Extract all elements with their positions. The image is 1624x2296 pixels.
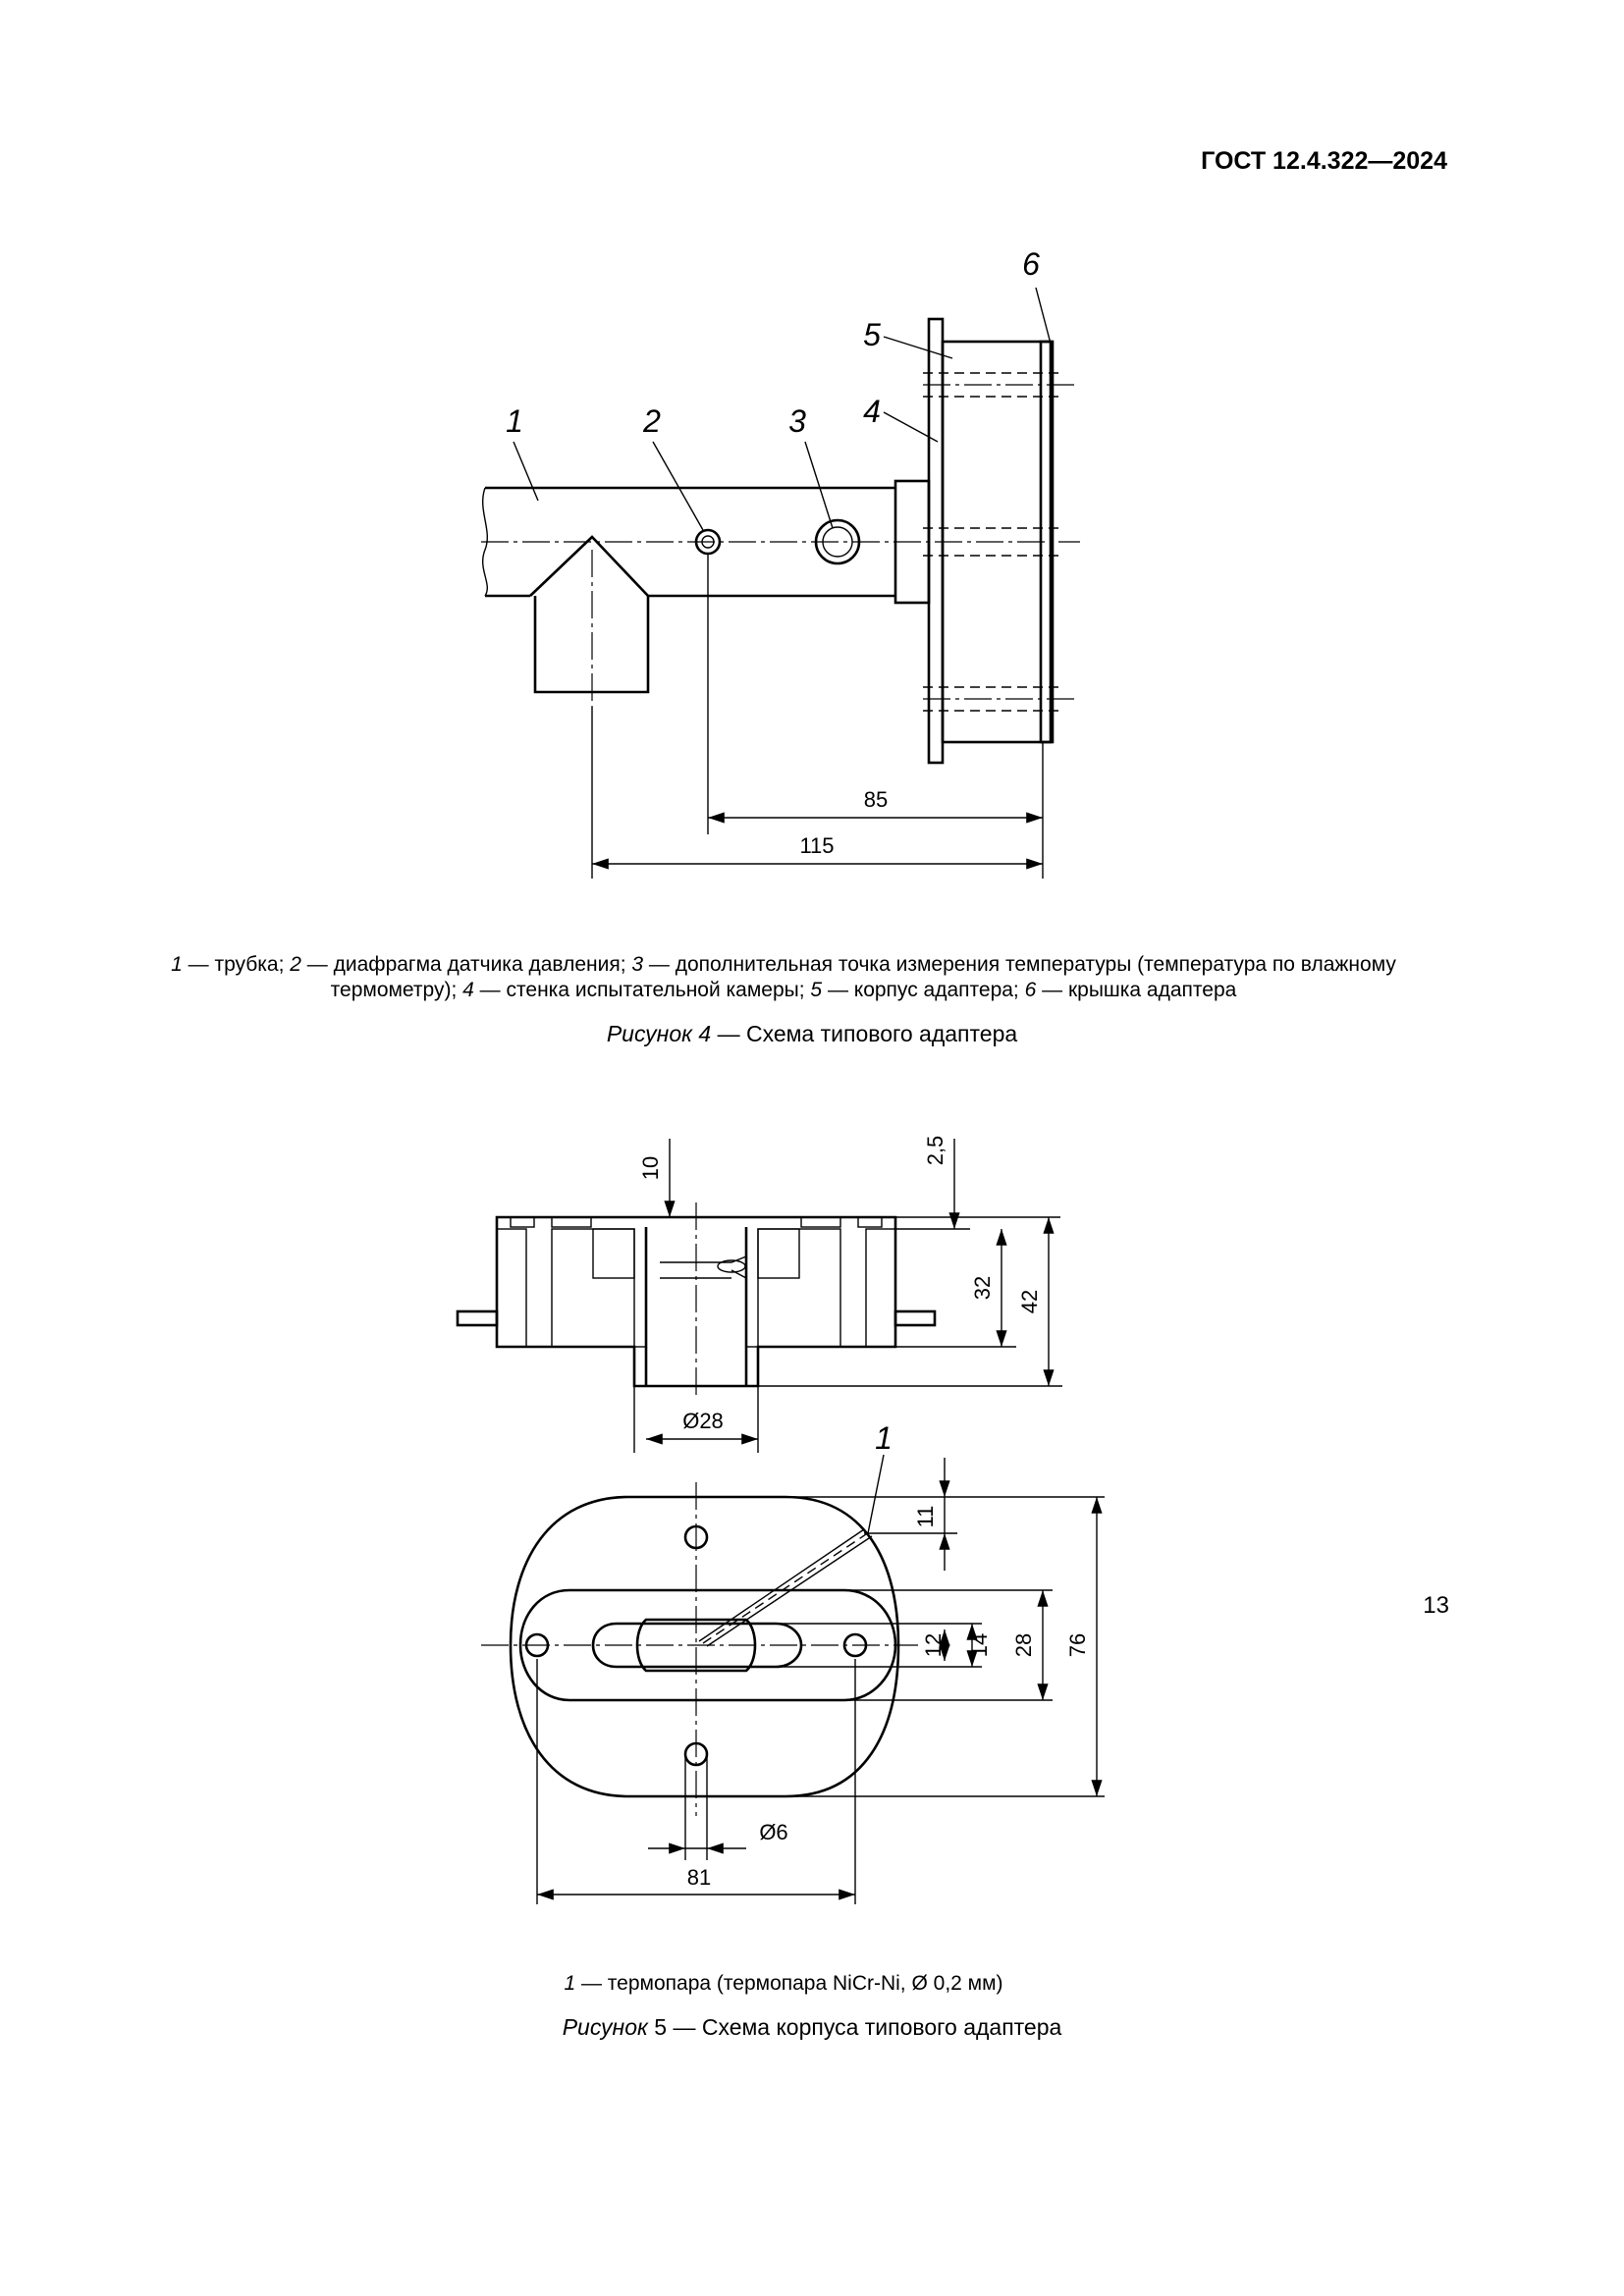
- fig4-label-1: 1: [506, 403, 523, 439]
- fig5-dim-bore: Ø28: [682, 1409, 724, 1433]
- fig4-dim-115: 115: [799, 833, 835, 858]
- fig5-dim-hole: Ø6: [759, 1820, 788, 1844]
- fig5-dim-2-5: 2,5: [923, 1135, 947, 1166]
- figure-4-legend: 1 — трубка; 2 — диафрагма датчика давления; 3 — дополнительная точка измерения температуры (температура по влажному термометру); 4 — стенка испытательной камеры; 5 — корпус адаптера; 6 — крышка адаптера: [171, 953, 1396, 1001]
- fig4-label-4: 4: [863, 394, 881, 429]
- fig5-dim-14: 14: [967, 1632, 992, 1658]
- fig5-thermocouple-label: 1: [875, 1420, 893, 1456]
- fig5-dim-10: 10: [638, 1155, 663, 1181]
- fig4-label-5: 5: [863, 317, 881, 352]
- fig5-dim-81: 81: [686, 1865, 712, 1890]
- figure-5-legend: 1 — термопара (термопара NiCr-Ni, Ø 0,2 мм): [564, 1972, 1003, 1995]
- fig4-label-6: 6: [1022, 246, 1040, 282]
- fig5-dim-32: 32: [970, 1275, 995, 1301]
- fig5-dim-12: 12: [921, 1632, 946, 1658]
- figure-4-drawing: [481, 288, 1080, 879]
- page-number: 13: [1423, 1592, 1449, 1619]
- fig4-dim-85: 85: [863, 787, 889, 812]
- fig5-dim-28: 28: [1011, 1632, 1036, 1658]
- fig5-dim-11: 11: [913, 1505, 938, 1528]
- fig5-dim-42: 42: [1017, 1289, 1042, 1314]
- fig4-label-3: 3: [788, 403, 806, 439]
- document-code: ГОСТ 12.4.322—2024: [1201, 147, 1447, 175]
- figure-5-plan: [481, 1455, 1105, 1904]
- fig5-dim-76: 76: [1065, 1632, 1090, 1658]
- fig4-label-2: 2: [643, 403, 661, 439]
- figure-5-caption: Рисунок 5 — Схема корпуса типового адаптера: [562, 2014, 1062, 2040]
- figure-4-caption: Рисунок 4 — Схема типового адаптера: [606, 1021, 1018, 1046]
